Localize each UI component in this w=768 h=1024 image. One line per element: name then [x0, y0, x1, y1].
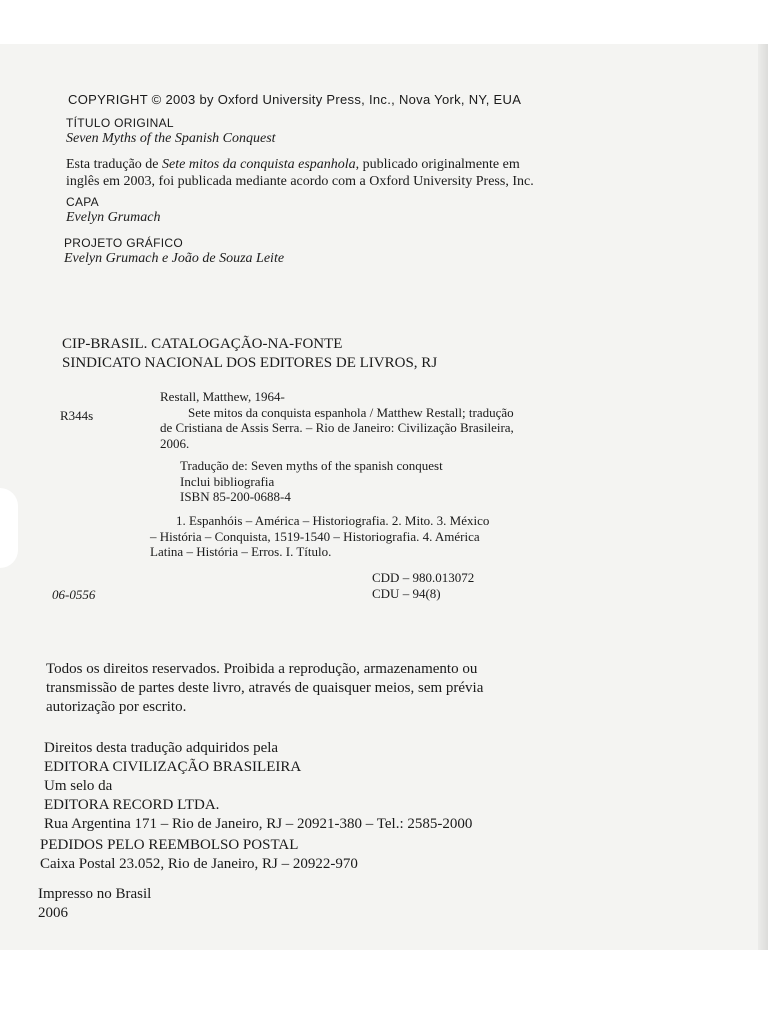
cip-author-line: Restall, Matthew, 1964- [160, 389, 285, 404]
rights-line-2: transmissão de partes deste livro, através de quaisquer meios, sem prévia [46, 680, 484, 696]
cip-note-1: Tradução de: Seven myths of the spanish conquest [180, 458, 443, 473]
original-title-heading: TÍTULO ORIGINAL [66, 116, 174, 130]
original-title-value: Seven Myths of the Spanish Conquest [66, 131, 276, 146]
cip-subjects [150, 513, 489, 560]
cip-title-line-2: de Cristiana de Assis Serra. – Rio de Janeiro: Civilização Brasileira, [160, 420, 514, 435]
cip-heading-2: SINDICATO NACIONAL DOS EDITORES DE LIVROS, RJ [62, 355, 438, 371]
graphic-design-block [64, 236, 284, 267]
cip-record [160, 389, 514, 451]
translation-note-title: Sete mitos da conquista espanhola [162, 157, 356, 172]
cip-cdu: CDU – 94(8) [372, 585, 441, 601]
cip-title-line-1: Sete mitos da conquista espanhola / Matthew Restall; tradução [188, 404, 514, 420]
translation-note [66, 156, 534, 190]
page-edge [758, 44, 768, 950]
rights-line-3: autorização por escrito. [46, 699, 187, 715]
translation-note-suffix: , publicado originalmente em [355, 157, 520, 172]
cover-block [66, 195, 160, 226]
copyright-line: COPYRIGHT © 2003 by Oxford University Press, Inc., Nova York, NY, EUA [68, 92, 522, 107]
printing-block [38, 885, 151, 923]
postal-block [40, 836, 358, 874]
cip-title-line-3: 2006. [160, 435, 190, 451]
publisher-block [44, 739, 472, 834]
original-title-block [66, 116, 276, 147]
cip-call-number: R344s [60, 408, 94, 423]
cip-subjects-line-2: – História – Conquista, 1519-1540 – Historiografia. 4. América [150, 528, 480, 544]
cip-header [62, 335, 437, 373]
graphic-design-heading: PROJETO GRÁFICO [64, 236, 183, 250]
postal-line-1: PEDIDOS PELO REEMBOLSO POSTAL [40, 837, 299, 853]
publisher-line-4: EDITORA RECORD LTDA. [44, 797, 220, 813]
cip-subjects-line-3: Latina – História – Erros. I. Título. [150, 544, 332, 559]
cip-classification [372, 570, 474, 601]
rights-notice [46, 660, 483, 717]
postal-line-2: Caixa Postal 23.052, Rio de Janeiro, RJ – 20922-970 [40, 856, 358, 872]
cip-heading-1: CIP-BRASIL. CATALOGAÇÃO-NA-FONTE [62, 336, 343, 352]
cip-note-3: ISBN 85-200-0688-4 [180, 489, 291, 504]
rights-line-1: Todos os direitos reservados. Proibida a reprodução, armazenamento ou [46, 661, 478, 677]
publisher-line-1: Direitos desta tradução adquiridos pela [44, 740, 279, 756]
cip-notes [180, 458, 443, 505]
cip-subjects-line-1: 1. Espanhóis – América – Historiografia. 2. Mito. 3. México [176, 513, 490, 528]
translation-note-prefix: Esta tradução de [66, 157, 163, 172]
translation-note-line2: inglês em 2003, foi publicada mediante acordo com a Oxford University Press, Inc. [66, 174, 534, 189]
graphic-design-value: Evelyn Grumach e João de Souza Leite [64, 251, 285, 266]
page-notch [0, 488, 18, 568]
publisher-line-2: EDITORA CIVILIZAÇÃO BRASILEIRA [44, 759, 302, 775]
cover-heading: CAPA [66, 195, 99, 209]
publisher-address: Rua Argentina 171 – Rio de Janeiro, RJ – 20921-380 – Tel.: 2585-2000 [44, 816, 473, 832]
printing-place: Impresso no Brasil [38, 886, 152, 902]
publisher-line-3: Um selo da [44, 778, 113, 794]
cip-record-number: 06-0556 [52, 587, 96, 602]
cip-note-2: Inclui bibliografia [180, 473, 275, 489]
cover-value: Evelyn Grumach [66, 210, 161, 225]
printing-year: 2006 [38, 905, 68, 921]
cip-cdd: CDD – 980.013072 [372, 570, 475, 585]
